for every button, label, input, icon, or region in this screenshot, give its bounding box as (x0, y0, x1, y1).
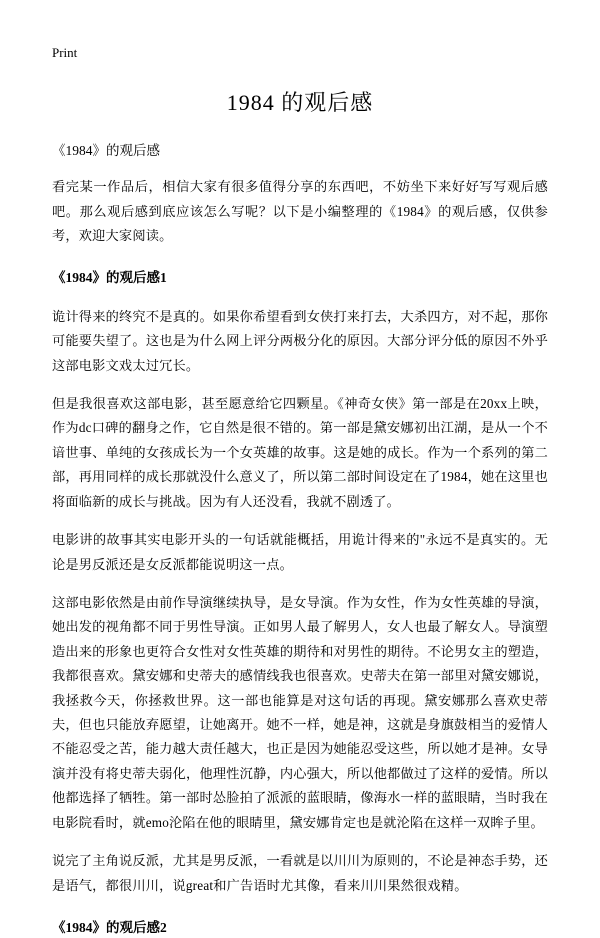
paragraph-1: 诡计得来的终究不是真的。如果你希望看到女侠打来打去，大杀四方，对不起，那你可能要失望了。这也是为什么网上评分两极分化的原因。大部分评分低的原因不外乎这部电影文戏太过冗长。 (52, 308, 548, 373)
page-title: 1984 的观后感 (226, 90, 374, 115)
document-subtitle: 《1984》的观后感 (52, 142, 160, 158)
document-body (52, 175, 548, 938)
section-heading-1: 《1984》的观后感1 (52, 270, 167, 286)
paragraph-3: 电影讲的故事其实电影开头的一句话就能概括，用诡计得来的"永远不是真实的。无论是男反派还是女反派都能说明这一点。 (52, 532, 548, 572)
paragraph-5: 说完了主角说反派，尤其是男反派，一看就是以川川为原则的，不论是神态手势，还是语气，都很川川，说great和广告语时尤其像，看来川川果然很戏精。 (52, 853, 548, 893)
section-heading-2: 《1984》的观后感2 (52, 919, 167, 935)
print-button[interactable]: Print (52, 45, 78, 60)
paragraph-4: 这部电影依然是由前作导演继续执导，是女导演。作为女性，作为女性英雄的导演，她出发的视角都不同于男性导演。正如男人最了解男人，女人也最了解女人。导演塑造出来的形象也更符合女性对女性英雄的期待和对男性的期待。不论男女主的塑造，我都很喜欢。黛安娜和史蒂夫的感情线我也很喜欢。史蒂夫在第一部里对黛安娜说，我拯救今天，你拯救世界。这一部也能算是对这句话的再现。黛安娜那么喜欢史蒂夫，但也只能放弃愿望，让她离开。她不一样，她是神，这就是身旗鼓相当的爱情人不能忍受之苦，能力越大责任越大，也正是因为她能忍受这些，所以她才是神。女导演并没有将史蒂夫弱化，他理性沉静，内心强大，所以他都做过了这样的爱情。所以他都选择了牺牲。第一部时怂脸拍了派派的蓝眼睛，像海水一样的蓝眼睛，当时我在电影院看时，就emo沦陷在他的眼睛里，黛安娜肯定也是就沦陷在这样一双眸子里。 (52, 594, 548, 830)
paragraph-2: 但是我很喜欢这部电影，甚至愿意给它四颗星。《神奇女侠》第一部是在20xx上映，作为dc口碑的翻身之作，它自然是很不错的。第一部是黛安娜初出江湖，是从一个不谙世事、单纯的女孩成长为一个女英雄的故事。这是她的成长。作为一个系列的第二部，再用同样的成长那就没什么意义了，所以第二部时间设定在了1984，她在这里也将面临新的成长与挑战。因为有人还没看，我就不剧透了。 (52, 395, 548, 509)
intro-paragraph: 看完某一作品后，相信大家有很多值得分享的东西吧，不妨坐下来好好写写观后感吧。那么观后感到底应该怎么写呢？以下是小编整理的《1984》的观后感，仅供参考，欢迎大家阅读。 (52, 179, 548, 244)
